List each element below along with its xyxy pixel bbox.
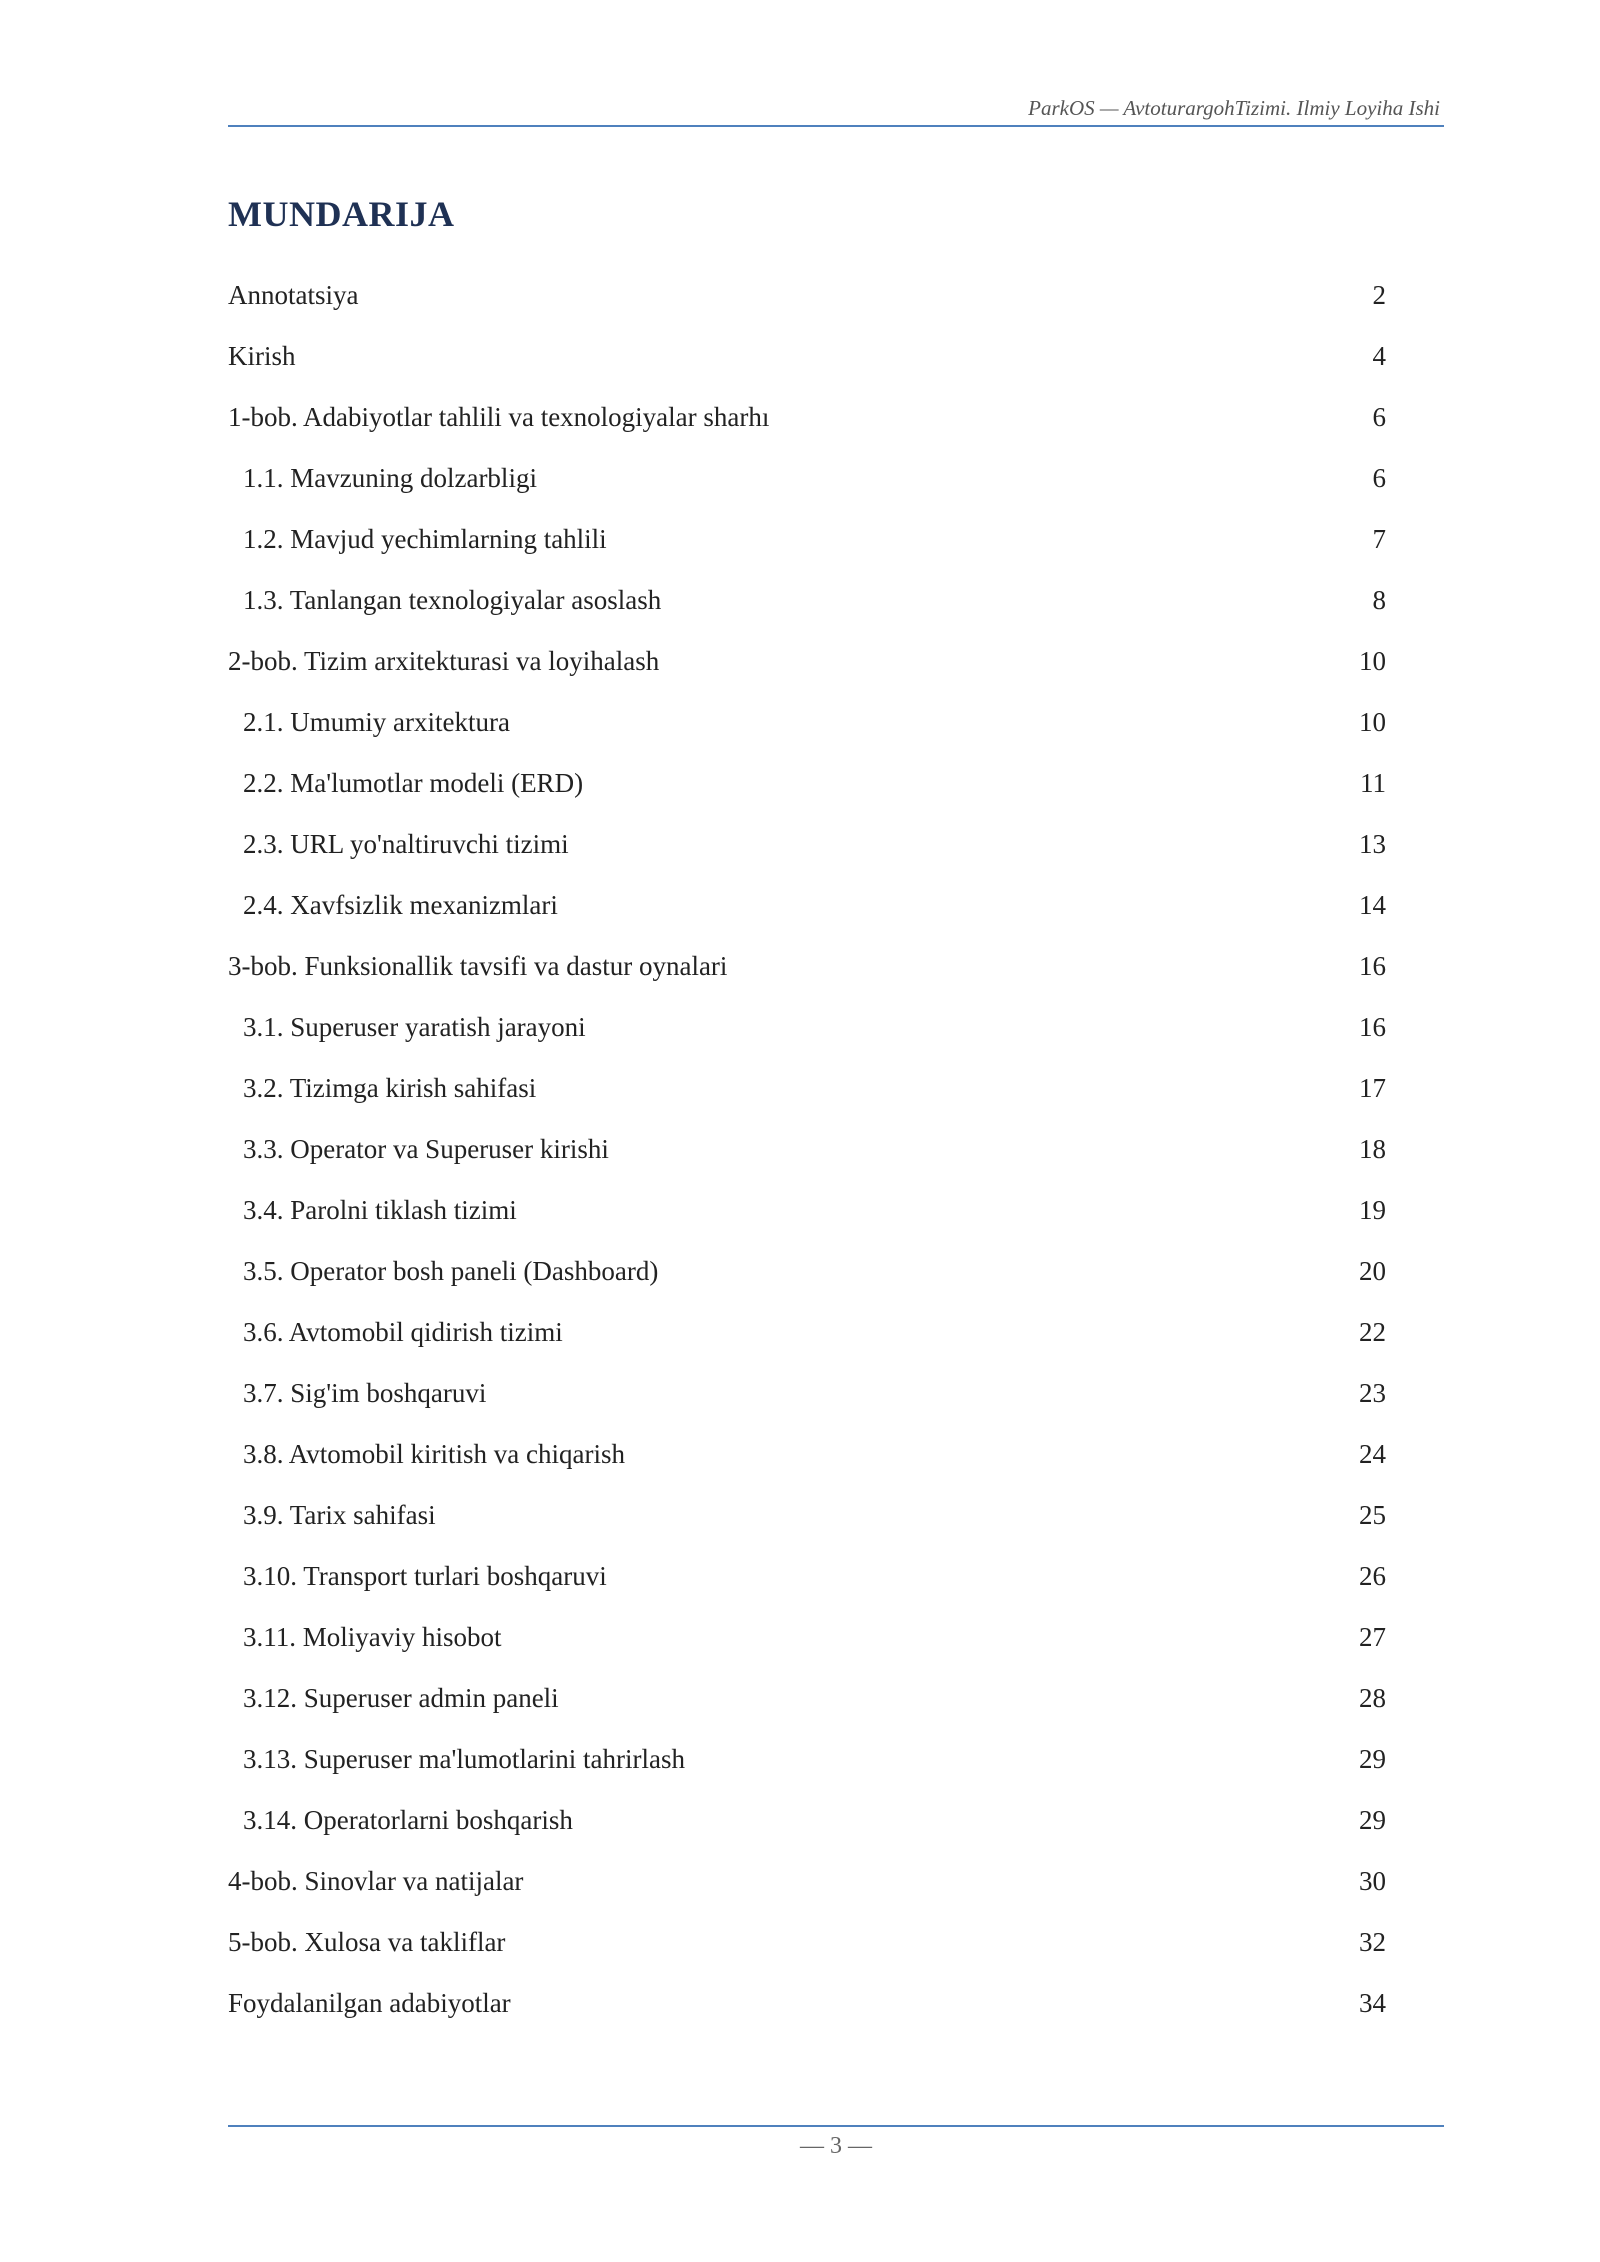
toc-subsection-entry[interactable] (228, 448, 1386, 509)
toc-subsection-entry[interactable] (228, 1302, 1386, 1363)
toc-entry-page-number: 20 (1359, 1256, 1386, 1286)
toc-chapter-entry[interactable] (228, 631, 1386, 692)
toc-entry-label: Kirish (228, 341, 296, 371)
toc-entry-page-number: 29 (1359, 1744, 1386, 1774)
toc-title: MUNDARIJA (228, 194, 455, 234)
toc-entry-page-number: 2 (1372, 280, 1386, 310)
toc-chapter-entry[interactable] (228, 1973, 1386, 2034)
toc-entry-label: 2.2. Ma'lumotlar modeli (ERD) (243, 768, 584, 798)
toc-entry-label: Annotatsiya (228, 280, 359, 310)
page-number: — 3 — (800, 2133, 872, 2159)
toc-entry-label: 1.1. Mavzuning dolzarbligi (243, 463, 537, 493)
toc-entry-page-number: 25 (1359, 1500, 1386, 1530)
toc-entry-label: 3.14. Operatorlarni boshqarish (243, 1805, 573, 1835)
toc-entry-page-number: 26 (1359, 1561, 1386, 1591)
toc-entry-label: 1.2. Mavjud yechimlarning tahlili (243, 524, 607, 554)
toc-entry-label: Foydalanilgan adabiyotlar (228, 1988, 511, 2018)
toc-entry-page-number: 10 (1359, 707, 1386, 737)
toc-entry-page-number: 13 (1359, 829, 1386, 859)
toc-entry-page-number: 22 (1359, 1317, 1386, 1347)
toc-chapter-entry[interactable] (228, 326, 1386, 387)
toc-entry-page-number: 30 (1359, 1866, 1386, 1896)
toc-subsection-entry[interactable] (228, 1241, 1386, 1302)
toc-subsection-entry[interactable] (228, 570, 1386, 631)
toc-subsection-entry[interactable] (228, 1058, 1386, 1119)
toc-entry-page-number: 14 (1359, 890, 1386, 920)
toc-subsection-entry[interactable] (228, 814, 1386, 875)
toc-chapter-entry[interactable] (228, 1912, 1386, 1973)
toc-entry-label: 2.4. Xavfsizlik mexanizmlari (243, 890, 558, 920)
toc-subsection-entry[interactable] (228, 509, 1386, 570)
toc-subsection-entry[interactable] (228, 1546, 1386, 1607)
toc-entry-page-number: 4 (1372, 341, 1386, 371)
toc-entry-label: 4-bob. Sinovlar va natijalar (228, 1866, 524, 1896)
toc-entry-label: 5-bob. Xulosa va takliflar (228, 1927, 506, 1957)
running-header: ParkOS — AvtoturargohTizimi. Ilmiy Loyiha Ishi (1028, 96, 1440, 120)
toc-entry-page-number: 34 (1359, 1988, 1386, 2018)
header-divider (228, 125, 1444, 127)
toc-entry-page-number: 7 (1372, 524, 1386, 554)
toc-entry-label: 1-bob. Adabiyotlar tahlili va texnologiyalar sharhı (228, 402, 770, 432)
toc-entry-page-number: 16 (1359, 1012, 1386, 1042)
toc-entry-page-number: 27 (1359, 1622, 1386, 1652)
toc-entry-label: 2.3. URL yo'naltiruvchi tizimi (243, 829, 569, 859)
toc-subsection-entry[interactable] (228, 875, 1386, 936)
toc-entry-label: 3.9. Tarix sahifasi (243, 1500, 436, 1530)
toc-entry-page-number: 28 (1359, 1683, 1386, 1713)
toc-entry-page-number: 23 (1359, 1378, 1386, 1408)
toc-entry-label: 3.10. Transport turlari boshqaruvi (243, 1561, 607, 1591)
toc-subsection-entry[interactable] (228, 753, 1386, 814)
toc-entry-page-number: 24 (1359, 1439, 1386, 1469)
toc-entry-page-number: 18 (1359, 1134, 1386, 1164)
toc-entry-label: 3.8. Avtomobil kiritish va chiqarish (243, 1439, 625, 1469)
toc-entry-label: 1.3. Tanlangan texnologiyalar asoslash (243, 585, 662, 615)
toc-entry-page-number: 32 (1359, 1927, 1386, 1957)
toc-entry-page-number: 10 (1359, 646, 1386, 676)
toc-chapter-entry[interactable] (228, 387, 1386, 448)
toc-entry-label: 3.7. Sig'im boshqaruvi (243, 1378, 487, 1408)
toc-entry-label: 3.2. Tizimga kirish sahifasi (243, 1073, 537, 1103)
toc-entry-label: 3.1. Superuser yaratish jarayoni (243, 1012, 586, 1042)
toc-entry-label: 2.1. Umumiy arxitektura (243, 707, 510, 737)
table-of-contents (228, 265, 1386, 2034)
toc-entry-label: 3.4. Parolni tiklash tizimi (243, 1195, 517, 1225)
toc-chapter-entry[interactable] (228, 265, 1386, 326)
toc-entry-label: 3.3. Operator va Superuser kirishi (243, 1134, 609, 1164)
toc-chapter-entry[interactable] (228, 1851, 1386, 1912)
toc-entry-page-number: 8 (1372, 585, 1386, 615)
toc-chapter-entry[interactable] (228, 936, 1386, 997)
toc-entry-label: 2-bob. Tizim arxitekturasi va loyihalash (228, 646, 660, 676)
toc-entry-page-number: 19 (1359, 1195, 1386, 1225)
toc-subsection-entry[interactable] (228, 1424, 1386, 1485)
toc-entry-label: 3.5. Operator bosh paneli (Dashboard) (243, 1256, 659, 1286)
toc-entry-label: 3.12. Superuser admin paneli (243, 1683, 559, 1713)
toc-subsection-entry[interactable] (228, 1119, 1386, 1180)
toc-entry-page-number: 6 (1372, 463, 1386, 493)
toc-entry-label: 3-bob. Funksionallik tavsifi va dastur oynalari (228, 951, 728, 981)
toc-entry-label: 3.6. Avtomobil qidirish tizimi (243, 1317, 563, 1347)
toc-subsection-entry[interactable] (228, 1485, 1386, 1546)
toc-entry-page-number: 29 (1359, 1805, 1386, 1835)
toc-subsection-entry[interactable] (228, 1607, 1386, 1668)
toc-subsection-entry[interactable] (228, 1790, 1386, 1851)
toc-subsection-entry[interactable] (228, 1363, 1386, 1424)
toc-subsection-entry[interactable] (228, 997, 1386, 1058)
toc-subsection-entry[interactable] (228, 1668, 1386, 1729)
toc-subsection-entry[interactable] (228, 692, 1386, 753)
footer-divider (228, 2125, 1444, 2127)
toc-subsection-entry[interactable] (228, 1729, 1386, 1790)
toc-entry-page-number: 17 (1359, 1073, 1386, 1103)
toc-entry-page-number: 16 (1359, 951, 1386, 981)
toc-entry-page-number: 11 (1360, 768, 1386, 798)
toc-entry-label: 3.13. Superuser ma'lumotlarini tahrirlash (243, 1744, 686, 1774)
toc-entry-page-number: 6 (1372, 402, 1386, 432)
toc-subsection-entry[interactable] (228, 1180, 1386, 1241)
toc-entry-label: 3.11. Moliyaviy hisobot (243, 1622, 502, 1652)
